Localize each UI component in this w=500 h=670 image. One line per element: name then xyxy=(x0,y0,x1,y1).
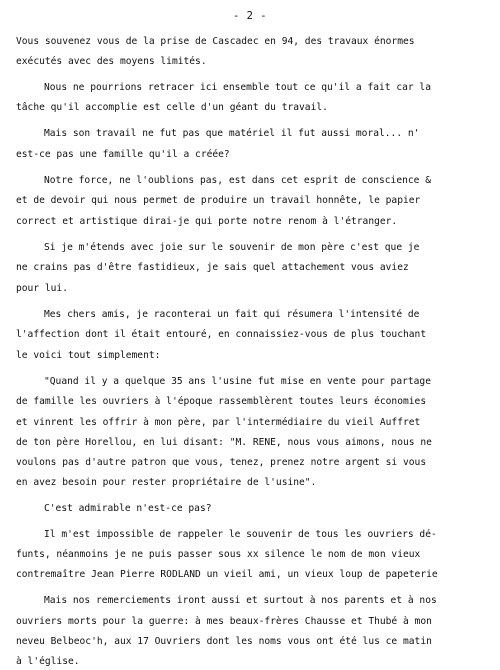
text-line: l'affection dont il était entouré, en connaissiez-vous de plus touchant xyxy=(16,329,427,340)
text-line: Vous souvenez vous de la prise de Cascadec en 94, des travaux énormes xyxy=(16,36,415,47)
text-line: et vinrent les offrir à mon père, par l'intermédiaire du vieil Auffret xyxy=(16,417,421,428)
text-line: funts, néanmoins je ne puis passer sous xx silence le nom de mon vieux xyxy=(16,549,421,560)
text-line: pour lui. xyxy=(16,283,68,294)
text-line: à l'église. xyxy=(16,656,80,667)
page-number: - 2 - xyxy=(232,10,268,22)
text-line: et de devoir qui nous permet de produire un travail honnête, le papier xyxy=(16,195,421,206)
text-line: Nous ne pourrions retracer ici ensemble tout ce qu'il a fait car la xyxy=(44,82,431,93)
text-line: ouvriers morts pour la guerre: à mes beaux-frères Chausse et Thubé à mon xyxy=(16,616,432,627)
text-line: de famille les ouvriers à l'époque rassemblèrent toutes leurs économies xyxy=(16,396,427,407)
text-line: le voici tout simplement: xyxy=(16,350,161,361)
text-line: "Quand il y a quelque 35 ans l'usine fut mise en vente pour partage xyxy=(44,376,431,387)
text-line: Il m'est impossible de rappeler le souvenir de tous les ouvriers dé- xyxy=(44,529,437,540)
text-line: Mais nos remerciements iront aussi et surtout à nos parents et à nos xyxy=(44,595,437,606)
text-line: C'est admirable n'est-ce pas? xyxy=(44,503,212,514)
text-line: Si je m'étends avec joie sur le souvenir de mon père c'est que je xyxy=(44,242,420,253)
text-line: ne crains pas d'être fastidieux, je sais quel attachement vous aviez xyxy=(16,262,409,273)
text-line: voulons pas d'autre patron que vous, tenez, prenez notre argent si vous xyxy=(16,457,427,468)
text-line: tâche qu'il accomplie est celle d'un géant du travail. xyxy=(16,102,328,113)
text-line: Mais son travail ne fut pas que matériel il fut aussi moral... n' xyxy=(44,128,420,139)
text-line: de ton père Horellou, en lui disant: "M. RENE, nous vous aimons, nous ne xyxy=(16,437,432,448)
text-line: Mes chers amis, je raconterai un fait qui résumera l'intensité de xyxy=(44,309,420,320)
text-line: en avez besoin pour rester propriétaire de l'usine". xyxy=(16,477,317,488)
text-line: correct et artistique dirai-je qui porte notre renom à l'étranger. xyxy=(16,216,398,227)
text-line: contremaître Jean Pierre RODLAND un vieil ami, un vieux loup de papeterie xyxy=(16,569,438,580)
text-line: neveu Belbeoc'h, aux 17 Ouvriers dont les noms vous ont été lus ce matin xyxy=(16,636,432,647)
text-line: exécutés avec des moyens limités. xyxy=(16,56,207,67)
text-line: Notre force, ne l'oublions pas, est dans cet esprit de conscience & xyxy=(44,175,431,186)
text-line: est-ce pas une famille qu'il a créée? xyxy=(16,149,230,160)
